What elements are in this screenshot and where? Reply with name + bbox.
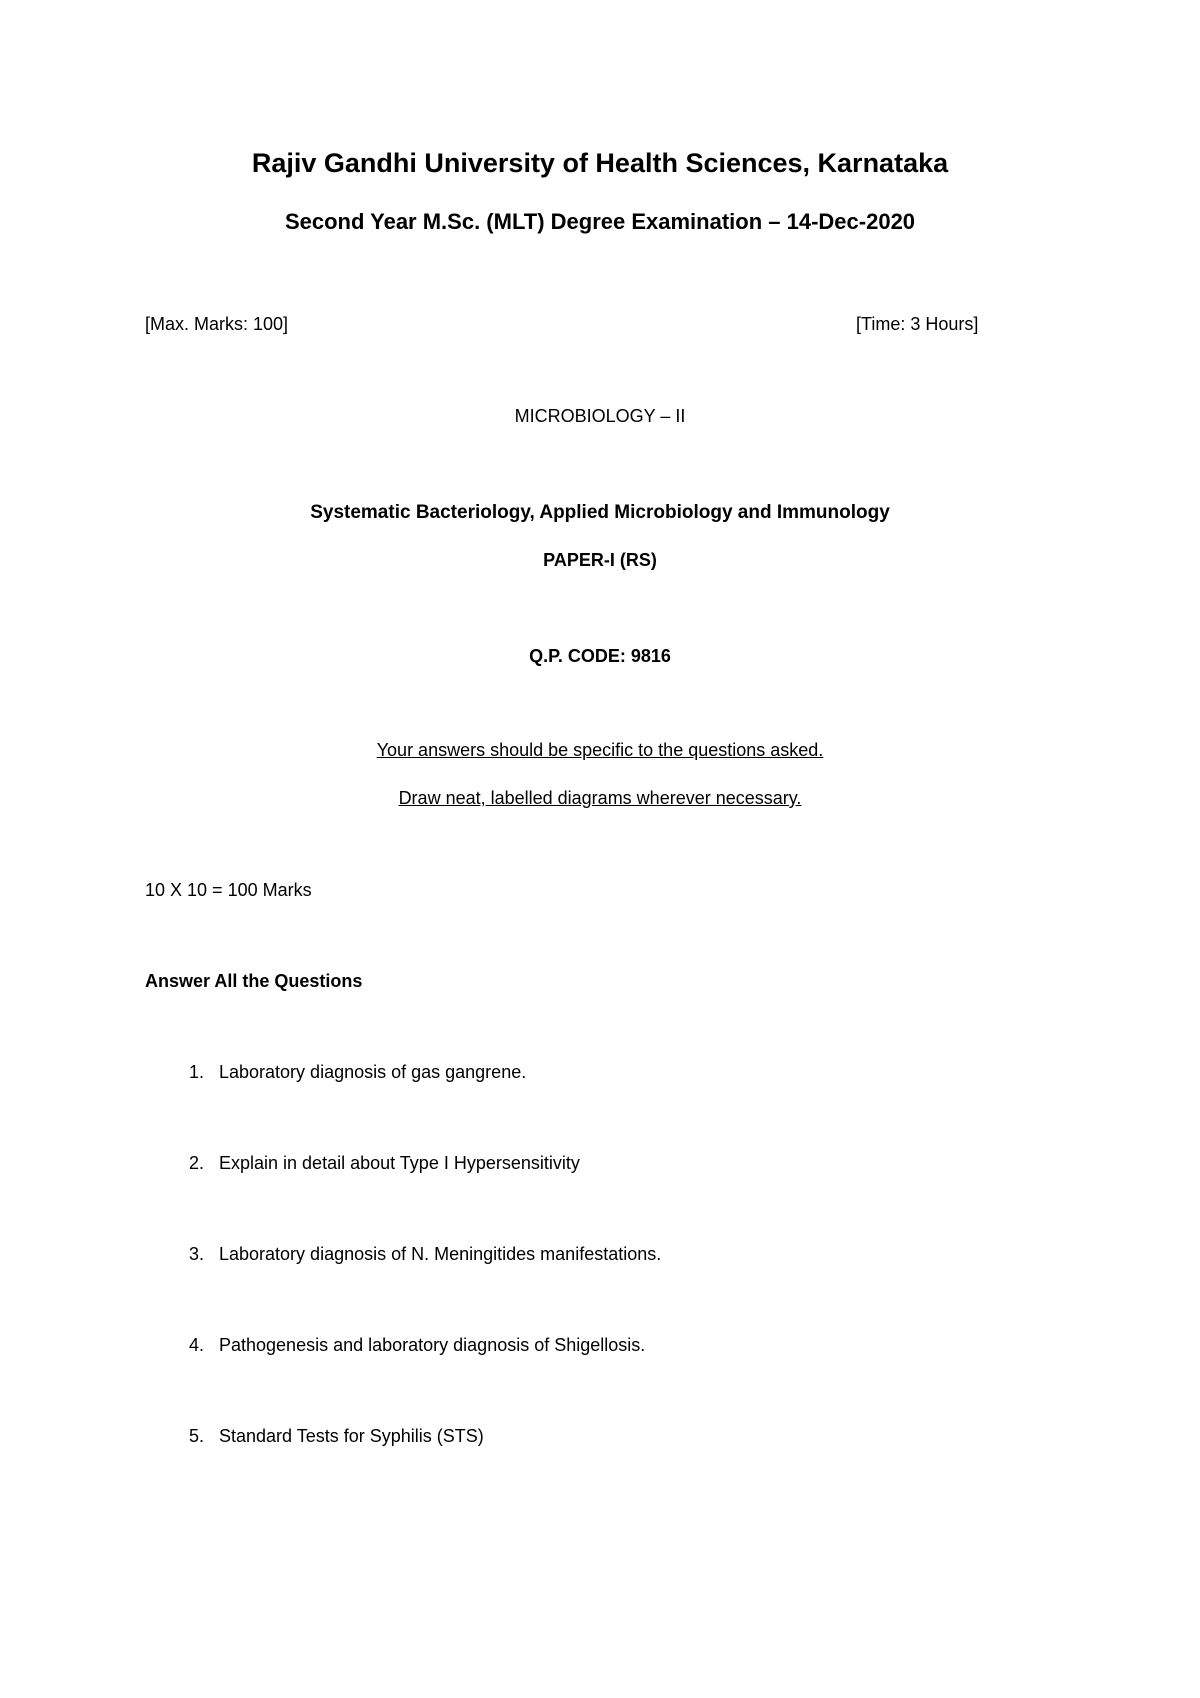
instruction-draw-diagrams: Draw neat, labelled diagrams wherever necessary. — [398, 788, 802, 808]
question-text: Pathogenesis and laboratory diagnosis of Shigellosis. — [219, 1335, 646, 1355]
question-number: 3. — [188, 1244, 204, 1264]
question-number: 2. — [188, 1153, 204, 1173]
max-marks: [Max. Marks: 100] — [145, 314, 289, 334]
question-number: 1. — [188, 1062, 204, 1082]
question-text: Laboratory diagnosis of N. Meningitides manifestations. — [219, 1244, 662, 1264]
university-title: Rajiv Gandhi University of Health Sciences, Karnataka — [251, 148, 949, 178]
question-number: 4. — [188, 1335, 204, 1355]
paper-code: PAPER-I (RS) — [543, 550, 657, 570]
question-text: Standard Tests for Syphilis (STS) — [219, 1426, 484, 1446]
subject-title: MICROBIOLOGY – II — [514, 406, 686, 426]
qp-code: Q.P. CODE: 9816 — [529, 646, 671, 666]
question-number: 5. — [188, 1426, 204, 1446]
question-text: Laboratory diagnosis of gas gangrene. — [219, 1062, 527, 1082]
question-text: Explain in detail about Type I Hypersensitivity — [219, 1153, 580, 1173]
answer-all-heading: Answer All the Questions — [145, 971, 363, 991]
exam-title: Second Year M.Sc. (MLT) Degree Examination – 14-Dec-2020 — [284, 209, 916, 234]
paper-title: Systematic Bacteriology, Applied Microbiology and Immunology — [310, 502, 890, 523]
instruction-specific-answers: Your answers should be specific to the questions asked. — [376, 740, 824, 760]
exam-time: [Time: 3 Hours] — [856, 314, 979, 334]
total-marks: 10 X 10 = 100 Marks — [145, 880, 312, 900]
